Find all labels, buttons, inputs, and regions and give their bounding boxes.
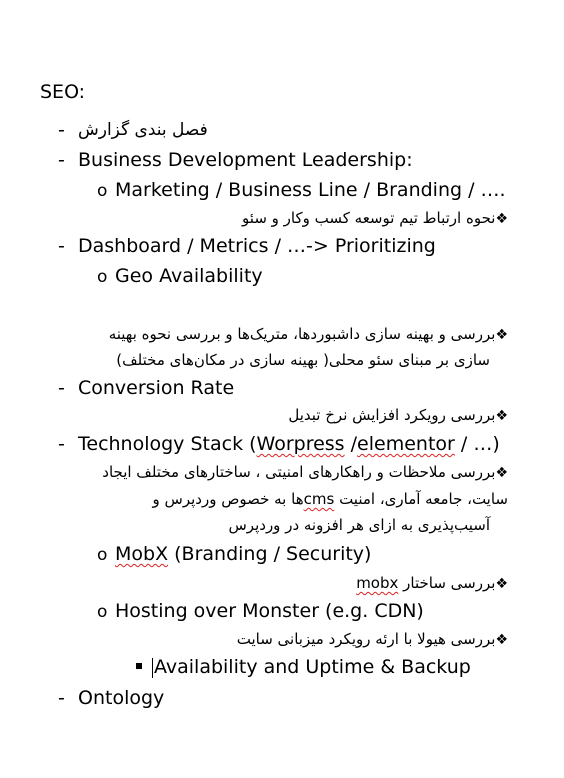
square-bullet bbox=[136, 663, 142, 669]
tech-stack-sep: / bbox=[344, 433, 358, 455]
note-text: نحوه ارتباط تیم توسعه کسب وکار و سئو bbox=[242, 209, 496, 227]
diamond-bullet: ❖ bbox=[495, 632, 508, 648]
diamond-bullet: ❖ bbox=[495, 465, 508, 481]
note-hosting bbox=[237, 627, 508, 652]
note-tech-l2 bbox=[153, 487, 509, 511]
note-dashboard-l2: سازی بر مبنای سئو محلی( بهینه سازی در مکان‌های مختلف) bbox=[116, 351, 490, 369]
list-item-dashboard: Dashboard / Metrics / …-> Prioritizing bbox=[78, 235, 436, 257]
sub-sub-item-availability bbox=[136, 655, 471, 679]
sub-item-geo: Geo Availability bbox=[115, 265, 263, 287]
tech-stack-suffix: / …) bbox=[454, 433, 500, 455]
diamond-bullet: ❖ bbox=[495, 576, 508, 592]
note-dashboard-l1 bbox=[109, 322, 508, 347]
circle-bullet: o bbox=[97, 602, 108, 622]
dash-bullet: - bbox=[58, 235, 65, 257]
note-mobx bbox=[356, 571, 508, 596]
dash-bullet: - bbox=[58, 149, 65, 171]
list-item-ontology: Ontology bbox=[78, 687, 165, 709]
diamond-bullet: ❖ bbox=[495, 327, 508, 343]
dash-bullet: - bbox=[58, 377, 65, 399]
mobx-rest: (Branding / Security) bbox=[168, 543, 372, 565]
word-mobx-lower: mobx bbox=[356, 574, 399, 592]
sub-item-hosting: Hosting over Monster (e.g. CDN) bbox=[115, 600, 424, 622]
list-item-conversion: Conversion Rate bbox=[78, 377, 235, 399]
text-cursor bbox=[152, 658, 153, 678]
availability-text: Availability and Uptime & Backup bbox=[154, 656, 471, 678]
dash-bullet: - bbox=[58, 433, 65, 455]
word-elementor: elementor bbox=[357, 433, 455, 455]
dash-bullet: - bbox=[58, 687, 65, 709]
note-text: بررسی و بهینه سازی داشبوردها، متریک‌ها و بررسی نحوه بهینه bbox=[108, 325, 496, 343]
dash-bullet: - bbox=[58, 119, 65, 141]
circle-bullet: o bbox=[97, 545, 108, 565]
sub-item-marketing: Marketing / Business Line / Branding / …. bbox=[115, 179, 506, 201]
note-conversion bbox=[288, 403, 508, 428]
word-mobx: MobX bbox=[115, 543, 169, 565]
note-text: سایت، جامعه آماری، امنیت bbox=[334, 490, 508, 508]
note-text: ها به خصوص وردپرس و bbox=[152, 490, 304, 508]
note-text: بررسی رویکرد افزایش نرخ تبدیل bbox=[288, 406, 496, 424]
note-text: بررسی ساختار bbox=[398, 574, 496, 592]
diamond-bullet: ❖ bbox=[495, 408, 508, 424]
circle-bullet: o bbox=[97, 181, 108, 201]
sub-item-mobx bbox=[115, 542, 371, 566]
note-tech-l3: آسیب‌پذیری به ازای هر افزونه در وردپرس bbox=[228, 516, 490, 534]
list-item-business-dev: Business Development Leadership: bbox=[78, 149, 413, 171]
diamond-bullet: ❖ bbox=[495, 211, 508, 227]
note-text: بررسی هیولا با ارئه رویکرد میزبانی سایت bbox=[236, 630, 496, 648]
list-item-report-chapters: فصل بندی گزارش bbox=[78, 120, 208, 140]
note-tech-l1 bbox=[102, 460, 508, 485]
word-cms: cms bbox=[303, 490, 335, 508]
word-wordpress: Worpress bbox=[256, 433, 345, 455]
heading-seo: SEO: bbox=[40, 81, 86, 103]
note-business-seo bbox=[242, 206, 508, 231]
note-text: بررسی ملاحظات و راهکارهای امنیتی ، ساختارهای مختلف ایجاد bbox=[102, 463, 496, 481]
list-item-tech-stack bbox=[78, 432, 500, 456]
tech-stack-prefix: Technology Stack ( bbox=[78, 433, 257, 455]
circle-bullet: o bbox=[97, 267, 108, 287]
